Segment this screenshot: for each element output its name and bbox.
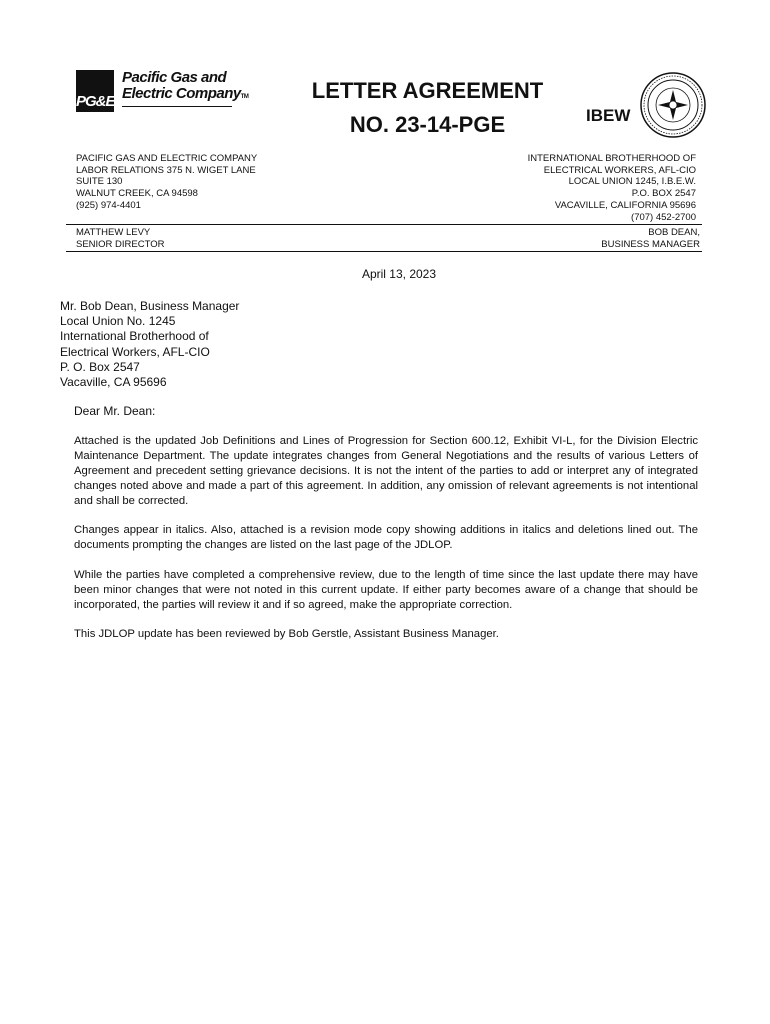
union-address-line: VACAVILLE, CALIFORNIA 95696 [554,199,696,211]
body-paragraph-4: This JDLOP update has been reviewed by Bob Gerstle, Assistant Business Manager. [74,628,499,640]
header-divider-bottom [66,251,702,252]
body-paragraph-3: While the parties have completed a comprehensive review, due to the length of time since the last update there may have been minor changes that were not noted in this current update. If either party becomes aware of a change that should be incorporated, the parties will review it and if so agreed, make the appropriate correction. [74,569,698,611]
recipient-line: Vacaville, CA 95696 [60,375,167,390]
company-address-line: PACIFIC GAS AND ELECTRIC COMPANY [76,153,258,164]
ibew-seal-icon [640,72,706,138]
company-address-line: WALNUT CREEK, CA 94598 [76,188,198,200]
union-signatory-name: BOB DEAN, [648,227,700,238]
union-address-line: LOCAL UNION 1245, I.B.E.W. [568,176,696,188]
company-signatory [76,227,165,251]
company-signatory-name: MATTHEW LEVY [76,227,151,238]
recipient-line: Electrical Workers, AFL-CIO [60,344,210,359]
pge-logo-line2: Electric Company [122,85,241,102]
recipient-address [60,299,239,390]
title-line-1: LETTER AGREEMENT [311,78,544,103]
title-line-2: NO. 23-14-PGE [349,112,506,137]
company-signatory-title: SENIOR DIRECTOR [76,239,165,250]
recipient-line: Local Union No. 1245 [60,314,176,329]
company-address [76,153,257,212]
pge-logo [76,70,251,118]
union-address-line: INTERNATIONAL BROTHERHOOD OF [527,153,696,164]
pge-logo-rule [122,106,232,107]
company-address-line: (925) 974-4401 [76,199,141,211]
salutation: Dear Mr. Dean: [74,404,156,418]
header-divider-top [66,224,702,225]
company-address-line: LABOR RELATIONS 375 N. WIGET LANE [76,164,256,176]
pge-logo-tm: TM [240,94,249,100]
ibew-logo-text: IBEW [586,106,631,125]
union-signatory-title: BUSINESS MANAGER [601,239,700,250]
body-paragraph-1: Attached is the updated Job Definitions and Lines of Progression for Section 600.12, Exhibit VI-L, for the Division Electric Maintenance Department. The update integrates changes from General Negotiations and the results of various Letters of Agreement and precedent setting grievance decisions. It is not the intent of the parties to add or interpret any of integrated changes noted above and made a part of this agreement. In addition, any omission of relevant agreements is not intentional and shall be corrected. [74,435,698,507]
letter-date: April 13, 2023 [361,267,437,281]
union-address-line: ELECTRICAL WORKERS, AFL-CIO [543,164,696,176]
recipient-line: P. O. Box 2547 [60,359,140,374]
company-address-line: SUITE 130 [76,176,123,188]
union-address [528,153,696,223]
union-address-line: (707) 452-2700 [631,211,696,223]
union-address-line: P.O. BOX 2547 [631,188,696,200]
body-paragraph-2: Changes appear in italics. Also, attached is a revision mode copy showing additions in italics and deletions lined out. The documents prompting the changes are listed on the last page of the JDLOP. [74,524,698,551]
pge-logo-mark [76,70,114,112]
letter-title [290,74,565,142]
pge-logo-mark-text: PG&E [76,93,115,110]
union-signatory [601,227,700,251]
pge-logo-line1: Pacific Gas and [122,69,227,86]
pge-logo-name [122,70,248,105]
recipient-line: International Brotherhood of [60,329,209,344]
recipient-line: Mr. Bob Dean, Business Manager [60,299,240,313]
